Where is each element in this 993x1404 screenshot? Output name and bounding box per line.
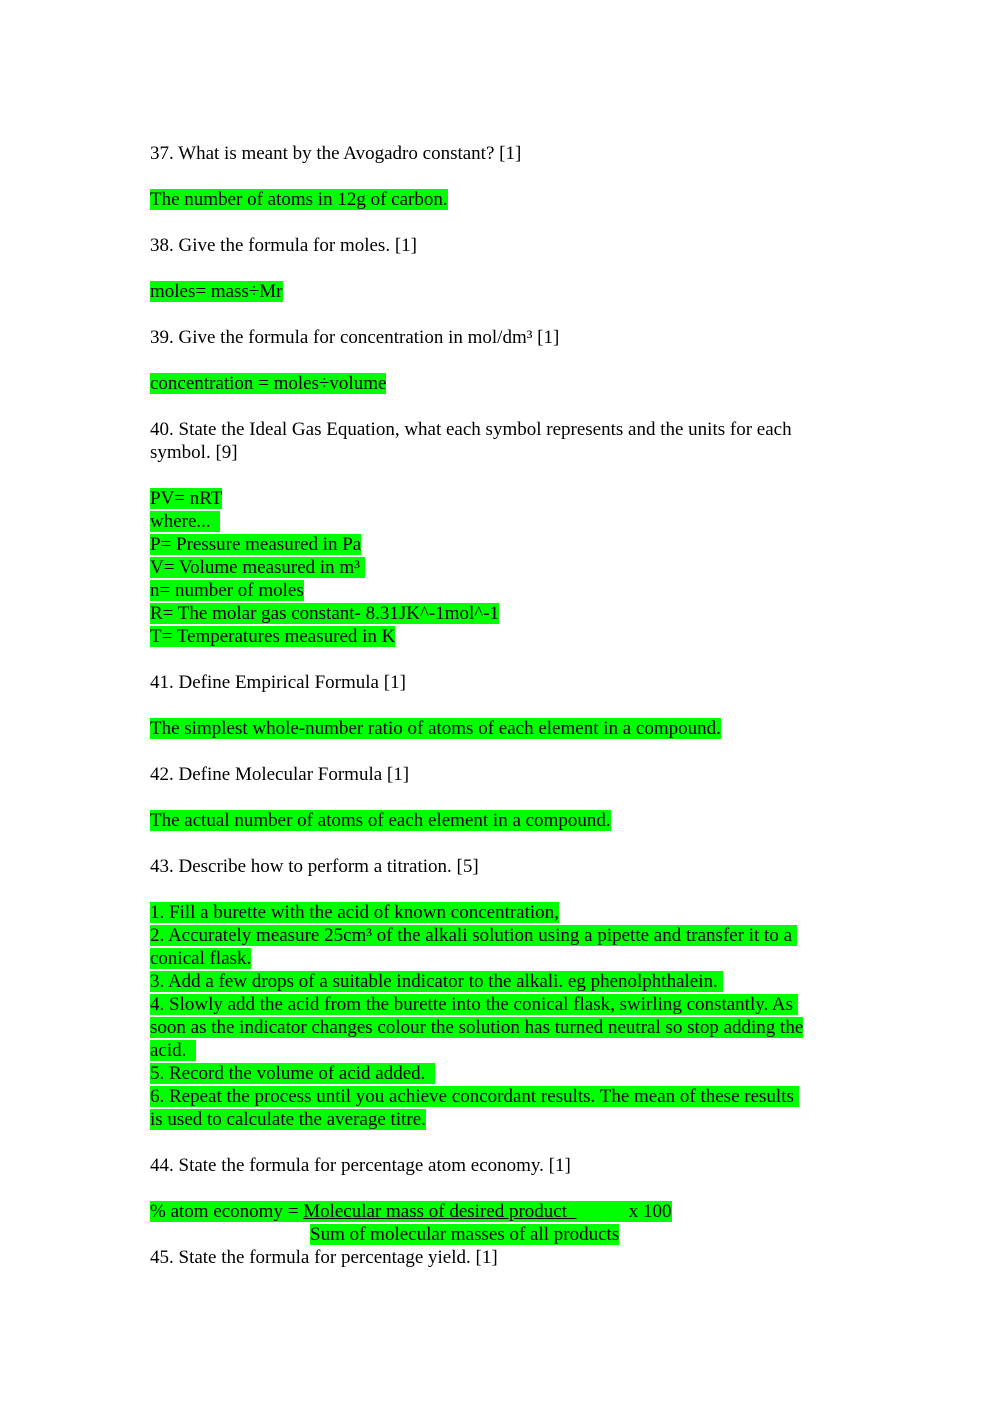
question-40-line-2: symbol. [9] — [150, 442, 238, 463]
answer-40-line: PV= nRT — [150, 488, 223, 509]
answer-40-line: where... — [150, 510, 850, 533]
answer-43-line: 6. Repeat the process until you achieve concordant results. The mean of these results — [150, 1085, 850, 1108]
answer-41: The simplest whole-number ratio of atoms of each element in a compound. — [150, 718, 721, 739]
answer-40-line: R= The molar gas constant- 8.31JK^-1mol^-1 — [150, 603, 500, 624]
answer-43-line: 4. Slowly add the acid from the burette into the conical flask, swirling constantly. As — [150, 993, 850, 1016]
answer-40-line: P= Pressure measured in Pa — [150, 534, 362, 555]
answer-42: The actual number of atoms of each element in a compound. — [150, 810, 611, 831]
answer-39: concentration = moles÷volume — [150, 373, 387, 394]
answer-40-line: n= number of moles — [150, 580, 304, 601]
question-42: 42. Define Molecular Formula [1] — [150, 764, 410, 785]
answer-43-line: conical flask. — [150, 948, 252, 969]
answer-43-line: 2. Accurately measure 25cm³ of the alkali solution using a pipette and transfer it to a — [150, 924, 850, 947]
answer-40-line: V= Volume measured in m³ — [150, 556, 850, 579]
answer-43-line: soon as the indicator changes colour the solution has turned neutral so stop adding the — [150, 1017, 804, 1038]
question-39: 39. Give the formula for concentration in mol/dm³ [1] — [150, 327, 560, 348]
question-41: 41. Define Empirical Formula [1] — [150, 672, 406, 693]
question-45: 45. State the formula for percentage yield. [1] — [150, 1247, 498, 1268]
question-38: 38. Give the formula for moles. [1] — [150, 235, 417, 256]
answer-43-line: 5. Record the volume of acid added. — [150, 1062, 850, 1085]
answer-44-numerator-line: % atom economy = Molecular mass of desired product x 100 — [150, 1201, 672, 1222]
question-44: 44. State the formula for percentage atom economy. [1] — [150, 1155, 571, 1176]
answer-44-denominator-line: Sum of molecular masses of all products — [310, 1224, 620, 1245]
answer-38: moles= mass÷Mr — [150, 281, 283, 302]
question-40-line-1: 40. State the Ideal Gas Equation, what each symbol represents and the units for each — [150, 419, 792, 440]
answer-37: The number of atoms in 12g of carbon. — [150, 189, 448, 210]
question-43: 43. Describe how to perform a titration. [5] — [150, 856, 479, 877]
answer-43-line: 1. Fill a burette with the acid of known concentration, — [150, 902, 559, 923]
answer-43-line: acid. — [150, 1039, 850, 1062]
question-sheet — [150, 142, 850, 1269]
answer-40-line: T= Temperatures measured in K — [150, 626, 396, 647]
answer-43-line: is used to calculate the average titre. — [150, 1109, 426, 1130]
answer-43-line: 3. Add a few drops of a suitable indicator to the alkali. eg phenolphthalein. — [150, 970, 850, 993]
question-37: 37. What is meant by the Avogadro constant? [1] — [150, 143, 522, 164]
